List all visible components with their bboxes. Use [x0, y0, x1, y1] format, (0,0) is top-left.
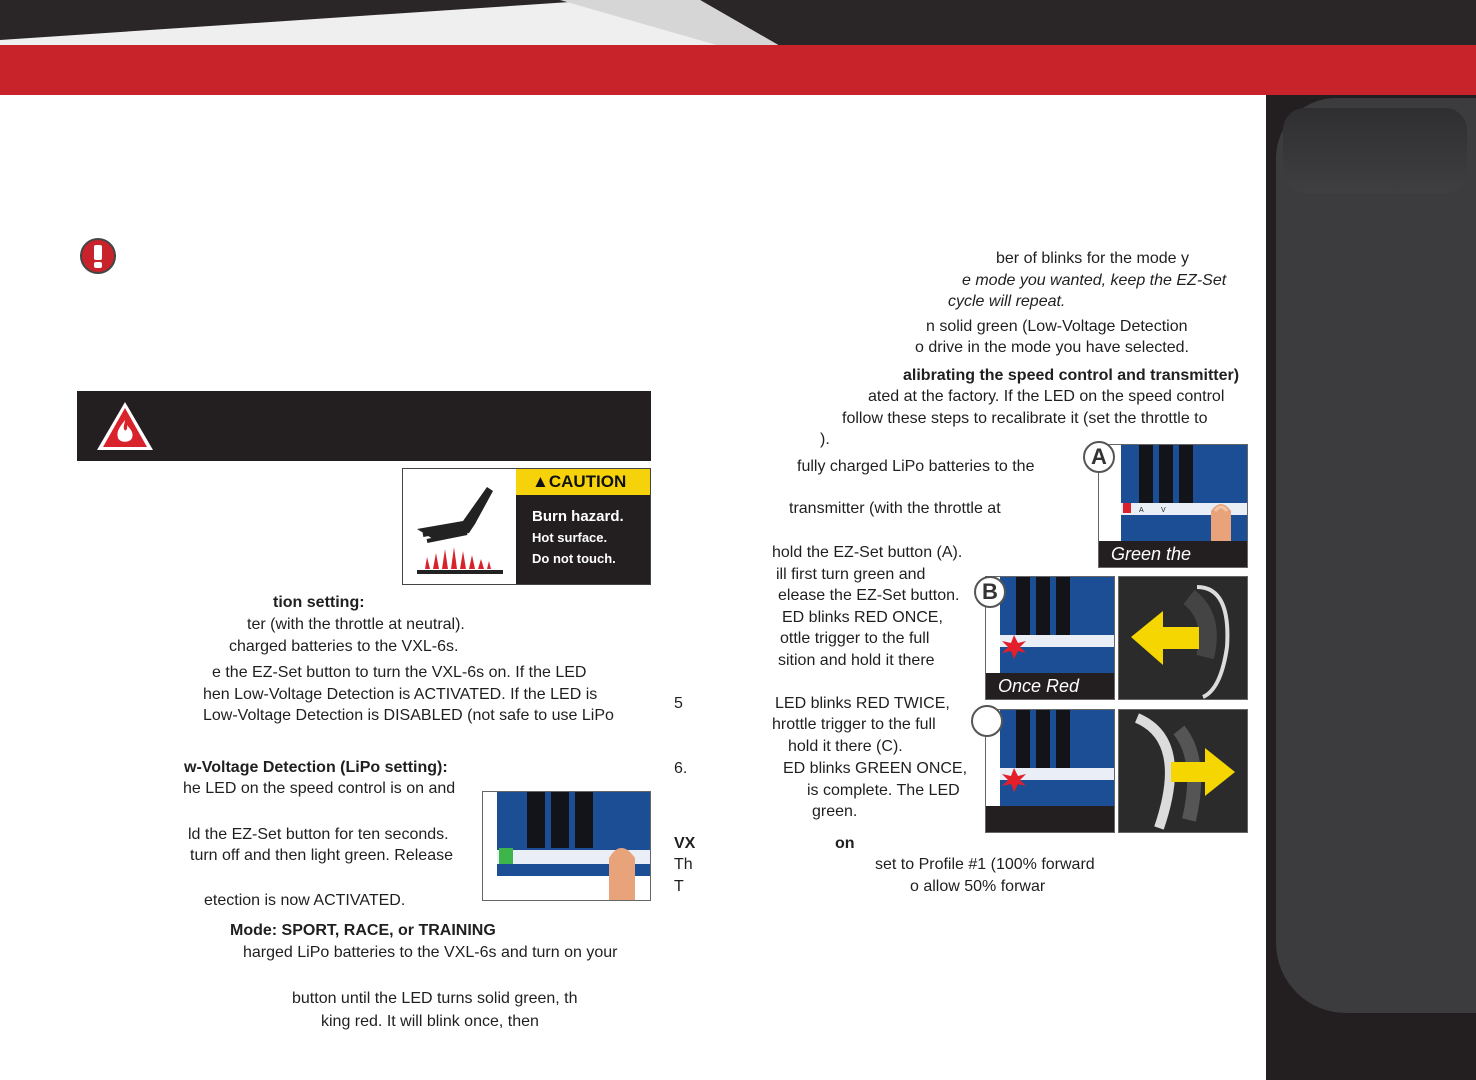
caution-label	[402, 468, 651, 585]
text-line: fully charged LiPo batteries to the	[797, 458, 1035, 475]
caution-line-1: Burn hazard.	[532, 508, 624, 525]
text-line: e mode you wanted, keep the EZ-Set	[962, 272, 1227, 289]
text-line: Low-Voltage Detection is DISABLED (not safe to use LiPo	[203, 707, 614, 724]
device-mark-v: V	[1161, 507, 1166, 514]
trigger-arrow-icon	[1119, 710, 1247, 832]
text-fragment: Th	[674, 856, 693, 873]
sidebar-tab-header	[1283, 108, 1467, 193]
section-heading: on	[835, 835, 855, 852]
text-line: cycle will repeat.	[948, 293, 1066, 310]
trigger-arrow-icon	[1119, 577, 1247, 699]
text-line: follow these steps to recalibrate it (set the throttle to	[842, 410, 1208, 427]
text-line: n solid green (Low-Voltage Detection	[926, 318, 1188, 335]
text-line: green.	[812, 803, 858, 820]
callout-c	[971, 705, 1003, 737]
section-heading: w-Voltage Detection (LiPo setting):	[184, 759, 448, 776]
text-line: transmitter (with the throttle at	[789, 500, 1001, 517]
callout-b: B	[974, 576, 1006, 608]
sidebar-tab	[1276, 98, 1476, 1013]
photo-a	[1098, 444, 1248, 568]
text-line: o allow 50% forwar	[910, 878, 1046, 895]
caution-line-2: Hot surface.	[532, 530, 608, 545]
warning-exclamation-icon	[78, 236, 118, 276]
fire-warning-banner	[77, 391, 651, 461]
step-number: 5	[674, 695, 683, 712]
speed-control-image	[986, 710, 1114, 806]
text-line: elease the EZ-Set button.	[778, 587, 960, 604]
text-line: king red. It will blink once, then	[321, 1013, 539, 1030]
caution-header-text: CAUTION	[548, 472, 627, 491]
text-line: hen Low-Voltage Detection is ACTIVATED. If the LED is	[203, 686, 598, 703]
text-line: ter (with the throttle at neutral).	[247, 616, 465, 633]
photo-lvd	[482, 791, 651, 901]
photo-c	[985, 709, 1115, 833]
section-heading: alibrating the speed control and transmitter)	[903, 367, 1240, 384]
text-line: ated at the factory. If the LED on the speed control	[868, 388, 1225, 405]
trigger-photo-b	[1118, 576, 1248, 700]
top-bar-highlight	[0, 0, 1476, 46]
caution-triangle-icon: ▲	[532, 472, 549, 491]
caution-line-3: Do not touch.	[532, 551, 616, 566]
text-line: ED blinks RED ONCE,	[782, 609, 943, 626]
text-line: ED blinks GREEN ONCE,	[783, 760, 968, 777]
speed-control-image	[483, 792, 650, 900]
text-line: sition and hold it there	[778, 652, 935, 669]
text-line: set to Profile #1 (100% forward	[875, 856, 1095, 873]
text-line: is complete. The LED	[807, 782, 960, 799]
caption-b: Once Red	[986, 673, 1114, 699]
text-line: ber of blinks for the mode y	[996, 250, 1189, 267]
text-fragment: VX	[674, 835, 696, 852]
section-heading: tion setting:	[273, 594, 365, 611]
fire-warning-icon	[94, 399, 156, 453]
text-line: button until the LED turns solid green, th	[292, 990, 578, 1007]
text-line: e the EZ-Set button to turn the VXL-6s on. If the LED	[212, 664, 587, 681]
text-line: hold it there (C).	[788, 738, 903, 755]
step-number: 6.	[674, 760, 688, 777]
text-line: hold the EZ-Set button (A).	[772, 544, 963, 561]
hand-burn-icon	[403, 469, 516, 584]
text-line: charged batteries to the VXL-6s.	[229, 638, 459, 655]
text-line: etection is now ACTIVATED.	[204, 892, 406, 909]
text-line: he LED on the speed control is on and	[183, 780, 456, 797]
caption-a: Green the	[1099, 541, 1247, 567]
callout-a: A	[1083, 441, 1115, 473]
finger-press-icon	[1205, 497, 1237, 543]
text-line: o drive in the mode you have selected.	[915, 339, 1189, 356]
trigger-photo-c	[1118, 709, 1248, 833]
caution-header	[516, 469, 650, 495]
text-line: ).	[820, 431, 830, 448]
text-fragment: T	[674, 878, 684, 895]
text-line: ld the EZ-Set button for ten seconds.	[188, 826, 449, 843]
text-line: turn off and then light green. Release	[190, 847, 453, 864]
text-line: hrottle trigger to the full	[772, 716, 936, 733]
device-mark-a: A	[1139, 507, 1144, 514]
red-header-band	[0, 45, 1476, 95]
text-line: ill first turn green and	[776, 566, 926, 583]
caption-c	[986, 806, 1114, 832]
section-heading: Mode: SPORT, RACE, or TRAINING	[230, 922, 496, 939]
text-line: harged LiPo batteries to the VXL-6s and turn on your	[243, 944, 618, 961]
text-line: LED blinks RED TWICE,	[775, 695, 950, 712]
text-line: ottle trigger to the full	[780, 630, 930, 647]
